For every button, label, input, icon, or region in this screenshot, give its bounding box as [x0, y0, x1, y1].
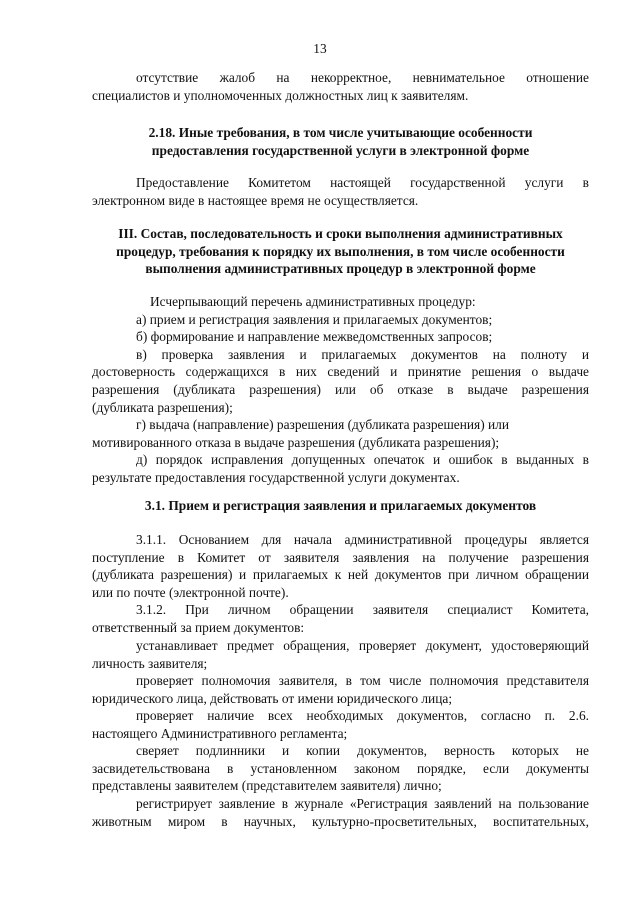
- paragraph-step-establish: [92, 637, 589, 672]
- paragraph-step-check-documents: [92, 707, 589, 742]
- paragraph-step-verify-authority: [92, 672, 589, 707]
- heading-line: выполнения административных процедур в электронной форме: [145, 261, 536, 277]
- text-line: личность заявителя;: [92, 655, 208, 671]
- paragraph-2-18: [92, 174, 589, 209]
- text-line: 3.1.2. При личном обращении заявителя специалист Комитета,: [136, 602, 589, 617]
- chapter-heading-3: [92, 225, 589, 278]
- text-line: 3.1.1. Основанием для начала административной процедуры является: [136, 532, 589, 547]
- text-line: Предоставление Комитетом настоящей государственной услуги в: [136, 175, 589, 190]
- heading-line: предоставления государственной услуги в электронной форме: [151, 142, 530, 158]
- paragraph-3-1-2: [92, 601, 589, 636]
- list-item-a: а) прием и регистрация заявления и прилагаемых документов;: [136, 311, 493, 327]
- procedures-list: [92, 293, 589, 487]
- section-heading-3-1: [92, 497, 589, 515]
- text-line: сверяет подлинники и копии документов, верность которых не: [136, 743, 589, 758]
- heading-line: 3.1. Прием и регистрация заявления и прилагаемых документов: [144, 498, 537, 513]
- text-line: электронном виде в настоящее время не осуществляется.: [92, 192, 419, 208]
- text-line: представлены заявителем (представителем заявителя) лично;: [92, 778, 442, 794]
- text-line: проверяет наличие всех необходимых документов, согласно п. 2.6.: [136, 708, 589, 723]
- text-line: (дубликата разрешения);: [92, 399, 233, 415]
- text-line: устанавливает предмет обращения, проверяет документ, удостоверяющий: [136, 638, 589, 653]
- text-line: юридического лица, действовать от имени юридического лица;: [92, 690, 453, 706]
- paragraph-step-compare-copies: [92, 742, 589, 795]
- text-line: животным миром в научных, культурно-просветительных, воспитательных,: [92, 813, 589, 829]
- paragraph-step-register: [92, 795, 589, 830]
- list-intro: Исчерпывающий перечень административных процедур:: [150, 294, 476, 309]
- page-number: 13: [313, 41, 327, 56]
- heading-line: 2.18. Иные требования, в том числе учитывающие особенности: [148, 125, 533, 140]
- paragraph-3-1-1: [92, 531, 589, 601]
- list-item-b: б) формирование и направление межведомственных запросов;: [136, 329, 493, 345]
- text-line: разрешения (дубликата разрешения) или об отказе в выдаче разрешения: [92, 381, 589, 397]
- text-line: специалистов и уполномоченных должностных лиц к заявителям.: [92, 87, 469, 103]
- list-item-d: д) порядок исправления допущенных опечаток и ошибок в выданных в: [136, 452, 589, 468]
- text-line: достоверность содержащихся в них сведений и принятие решения о выдаче: [92, 364, 589, 380]
- heading-line: процедур, требования к порядку их выполнения, в том числе особенности: [116, 243, 565, 259]
- text-line: (дубликата разрешения) и прилагаемых к ней документов при личном обращении: [92, 567, 589, 583]
- text-line: отсутствие жалоб на некорректное, невнимательное отношение: [136, 70, 589, 85]
- text-line: поступление в Комитет от заявителя заявления на получение разрешения: [92, 549, 589, 565]
- section-heading-2-18: [92, 124, 589, 159]
- heading-line: III. Состав, последовательность и сроки выполнения административных: [118, 226, 563, 241]
- text-line: результате предоставления государственной услуги документах.: [92, 469, 460, 485]
- text-line: ответственный за прием документов:: [92, 619, 305, 635]
- list-item-v: в) проверка заявления и прилагаемых документов на полноту и: [136, 346, 589, 362]
- text-line: проверяет полномочия заявителя, в том числе полномочия представителя: [136, 673, 589, 688]
- text-line: засвидетельствована в установленном законом порядке, если документы: [92, 760, 589, 776]
- list-item-g: г) выдача (направление) разрешения (дубликата разрешения) или: [136, 417, 510, 433]
- text-line: мотивированного отказа в выдаче разрешения (дубликата разрешения);: [92, 434, 500, 450]
- paragraph-intro: [92, 69, 589, 104]
- text-line: настоящего Административного регламента;: [92, 725, 348, 741]
- text-line: или по почте (электронной почте).: [92, 584, 289, 600]
- text-line: регистрирует заявление в журнале «Регистрация заявлений на пользование: [136, 796, 589, 811]
